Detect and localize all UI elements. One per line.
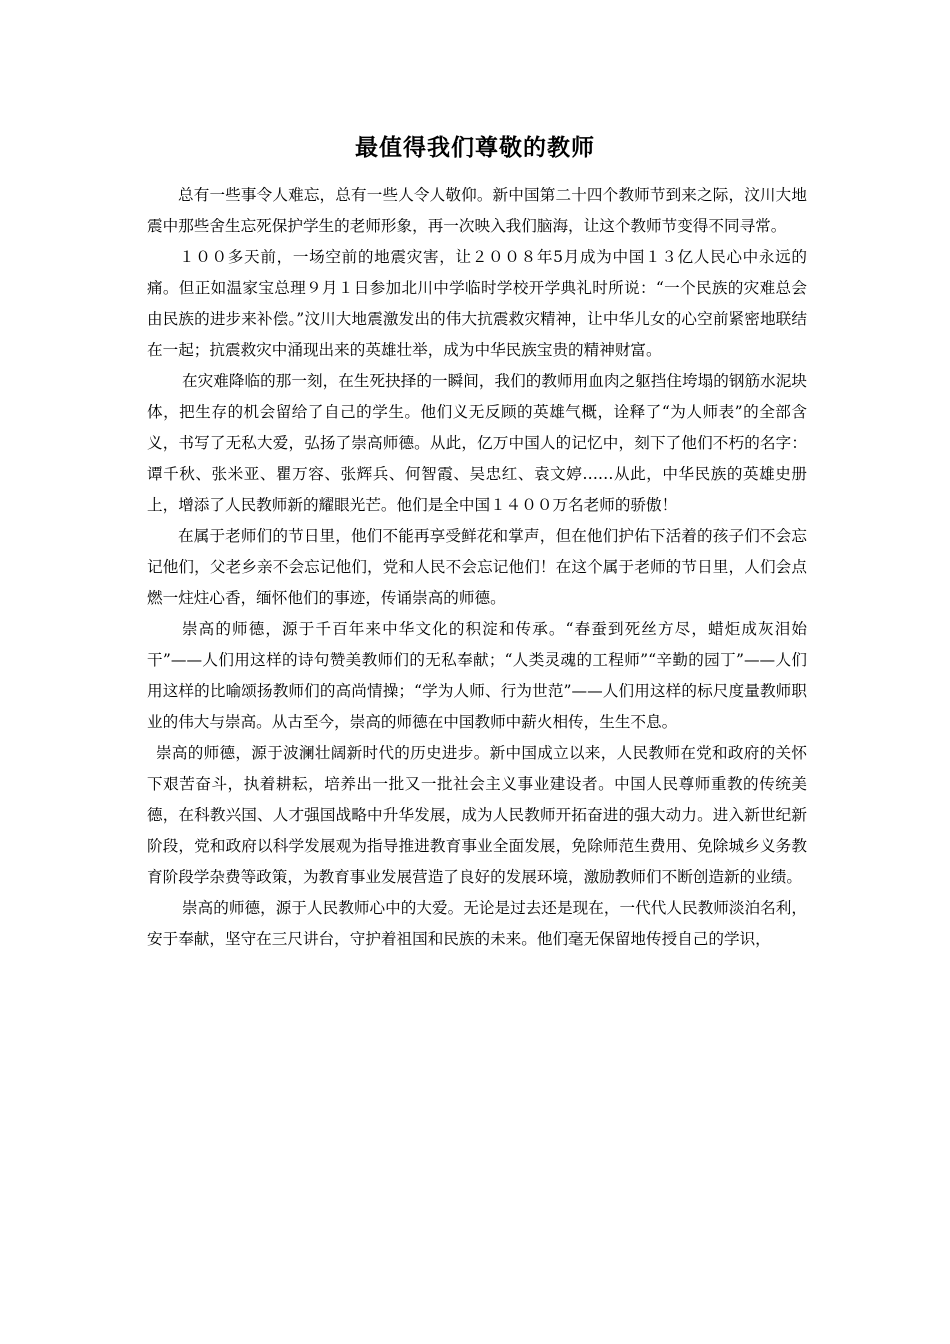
paragraph-1: 总有一些事令人难忘，总有一些人令人敬仰。新中国第二十四个教师节到来之际，汶川大地震中那些舍生忘死保护学生的老师形象，再一次映入我们脑海，让这个教师节变得不同寻常。 <box>147 186 807 235</box>
paragraph-4: 在属于老师们的节日里，他们不能再享受鲜花和掌声，但在他们护佑下活着的孩子们不会忘记他们，父老乡亲不会忘记他们，党和人民不会忘记他们！在这个属于老师的节日里，人们会点燃一炷炷心香，缅怀他们的事迹，传诵崇高的师德。 <box>147 527 807 607</box>
document-body <box>147 180 807 955</box>
document-title: 最值得我们尊敬的教师 <box>355 134 595 161</box>
paragraph-3: 在灾难降临的那一刻，在生死抉择的一瞬间，我们的教师用血肉之躯挡住垮塌的钢筋水泥块体，把生存的机会留给了自己的学生。他们义无反顾的英雄气概，诠释了“为人师表”的全部含义，书写了无私大爱，弘扬了崇高师德。从此，亿万中国人的记忆中，刻下了他们不朽的名字：谭千秋、张米亚、瞿万容、张辉兵、何智霞、吴忠红、袁文婷……从此，中华民族的英雄史册上，增添了人民教师新的耀眼光芒。他们是全中国１４００万名老师的骄傲！ <box>147 372 807 514</box>
paragraph-7: 崇高的师德，源于人民教师心中的大爱。无论是过去还是现在，一代代人民教师淡泊名利，安于奉献，坚守在三尺讲台，守护着祖国和民族的未来。他们毫无保留地传授自己的学识， <box>147 899 807 948</box>
paragraph-6: 崇高的师德，源于波澜壮阔新时代的历史进步。新中国成立以来，人民教师在党和政府的关怀下艰苦奋斗，执着耕耘，培养出一批又一批社会主义事业建设者。中国人民尊师重教的传统美德，在科教兴国、人才强国战略中升华发展，成为人民教师开拓奋进的强大动力。进入新世纪新阶段，党和政府以科学发展观为指导推进教育事业全面发展，免除师范生费用、免除城乡义务教育阶段学杂费等政策，为教育事业发展营造了良好的发展环境，激励教师们不断创造新的业绩。 <box>147 744 807 886</box>
paragraph-2: １００多天前，一场空前的地震灾害，让２００８年5月成为中国１３亿人民心中永远的痛。但正如温家宝总理９月１日参加北川中学临时学校开学典礼时所说：“一个民族的灾难总会由民族的进步来补偿。”汶川大地震激发出的伟大抗震救灾精神，让中华儿女的心空前紧密地联结在一起；抗震救灾中涌现出来的英雄壮举，成为中华民族宝贵的精神财富。 <box>147 248 807 359</box>
paragraph-5: 崇高的师德，源于千百年来中华文化的积淀和传承。“春蚕到死丝方尽，蜡炬成灰泪始干”——人们用这样的诗句赞美教师们的无私奉献；“人类灵魂的工程师”“辛勤的园丁”——人们用这样的比喻颂扬教师们的高尚情操；“学为人师、行为世范”——人们用这样的标尺度量教师职业的伟大与崇高。从古至今，崇高的师德在中国教师中薪火相传，生生不息。 <box>147 620 807 731</box>
